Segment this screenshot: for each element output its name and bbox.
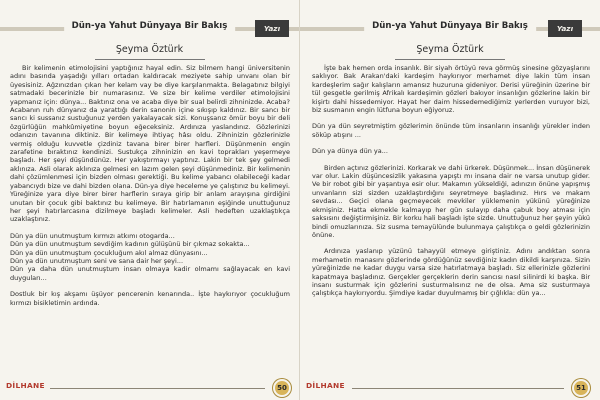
paragraph: İşte bak hemen orda insanlık. Bir siyah örtüyü reva görmüş sinesine gözyaşlarını saklıyor. Bak Arakan'daki kardeşim haykırıyor merhamet diye lakin tüm insan kardeşlerim sağır kalışların amansız huzuruna gideniyor. Derisi yüreğinin üzerine bir tül gesgetle gerilmiş Afrikalı kardeşimin gözleri bakıyor insanlığın gözlerine lakin bir kişirtı dahi hissedemiyor. Hayat her daim hissedemediğimiz yerlerden vuruyor bizi, biz susmanın engin lütfuna boyun eğiyoruz. [312, 64, 590, 115]
footer-rule [50, 388, 265, 389]
paragraph: Dün ya dün unutmuştum seni ve sana dair her şeyi... [10, 256, 184, 265]
article-body [312, 64, 590, 306]
section-tag: Yazı [548, 20, 582, 37]
dilhane-logo: DİLHANE [306, 381, 345, 390]
paragraph: Dün ya daha dün unutmuştum insan olmaya kadir olmamı sağlayacak en kavi duyguları... [10, 265, 290, 282]
page-footer [0, 380, 299, 396]
paragraph: Dün ya dün seyretmiştim gözlerimin önünde tüm insanların insanlığı yürekler inden söküp atışını ... [312, 122, 590, 139]
author-name: Şeyma Öztürk [115, 44, 184, 55]
page-footer [300, 380, 600, 396]
dilhane-logo: DİLHANE [6, 381, 45, 390]
page-number: 50 [273, 379, 291, 397]
article-title: Dün-ya Yahut Dünyaya Bir Bakış [64, 18, 236, 34]
paragraph: Dün ya dün unutmuştum sevdiğim kadının gülüşünü bir çıkmaz sokakta... [10, 240, 250, 249]
paragraph: Birden açtınız gözlerinizi. Korkarak ve dahi ürkerek. Düşünmek... İnsan düşünerek var olur. Lakin düşüncesizlik yakasına yapıştı mı insana dair ne varsa unutup gider. Ve bir robot gibi bir yaşantıya esir olur. Makamın yükseldiği, adınızın önüne yapışmış unvanların sizi sizden uzaklaştırdığını seyretmeye başladınız. Hırs ve makam sevdası... Geçici olana geçmeyecek mevkiler yüklemenin yükünü yüreğinize ekmişiniz. Hatta ekmekle kalmayıp her gün sulayıp daha çabuk boy atması için saksısını değiştirmişiniz. Bir korku hali başladı işte sizde. Unuttuğunuz her şeyin yükü bindi omuzlarınıza. Siz susma temayülünde bulunmaya çalıştıkça o geldi gözlerinizin önüne. [312, 163, 590, 239]
author-name: Şeyma Öztürk [416, 44, 484, 55]
paragraph: Dün ya dün unutmuştum kırmızı atkımı otogarda... [10, 231, 175, 240]
paragraph: Dün ya dünya dün ya... [312, 147, 388, 156]
paragraph: Bir kelimenin etimolojisini yaptığınız hayal edin. Siz bilmem hangi üniversitenin adını basında yaşadığı yılları ortadan kaldıracak meziyete sahip unvanı olan bir üyesisiniz. Ağzınızdan çıkan her kelam vay be diye karşılanmakta. Belagatınız bilgiyi satmadaki becerinizle bir numarasınız. Ve size bir kelime verdiler etimolojisini yapmanız için: dünya... Baktınız ona ve acaba diye bir sual belirdi zihninizde. Acaba? Acabanın ruh dünyanız da yarattığı derin sanonin içine sıkışıp kaldınız. Bir sancı bir sancı ki sussanız sustuğunuz yerden yakalayacak sizi. Konuşsanız ömür boyu bir deli özgürlüğün mahkûmiyetine boyun eğeceksiniz. Ardınıza yaslandınız. Gözlerinizi odanızın tavanına diktiniz. Bir kelimeye ihtiyaç hâsı oldu. Zihninizin gözlerinizle vermiş olduğu kuvvetle çizdiniz tavana birer birer harfleri. Düşünmenin engin zarafetine bıraktınız kendinizi. Sustukça zihninizin en kavi toprakları yeşermeye başladı. Her şeyi düşündünüz. Her yakıştırmayı yaptınız. Lakin bir tek şey gelmedi aklınıza. Asli olarak aklınıza gelmesi en lazım gelen şeyi düşünmediniz. Bir kelimenin dahi çözümlenmesi için bizden olması gerektiği. Bu kelime yabancı olabileceği kadar yabancıydı bize ve dahi bizden olana. Dün-ya diye heceleme ye çalıştınız bu kelimeyi. Yüreğinize yara diye birer birer harflerin sıraya girip bir anlam arayışına girdiğini unutan bir çocuk gibi baktınız bu kelimeye. Bir hatırlamanın eşiğinde unuttuğunuz her şeyi hatırlarcasına dizilmeye başladı kelimeler. Asli hedeften uzaklaştıkça uzaklaştınız. [10, 64, 290, 224]
right-page [300, 0, 600, 400]
author-underline [95, 59, 205, 60]
article-title: Dün-ya Yahut Dünyaya Bir Bakış [364, 18, 536, 34]
footer-rule [352, 388, 564, 389]
paragraph: Dostluk bir kış akşamı üşüyor pencerenin kenarında.. İşte haykırıyor çocukluğum kırmızı bisikletimin ardında. [10, 290, 290, 307]
page-number: 51 [572, 379, 590, 397]
section-tag: Yazı [255, 20, 289, 37]
page-header [0, 18, 299, 40]
article-body [10, 64, 290, 315]
author-underline [395, 59, 505, 60]
paragraph: Dün ya dün unutmuştum çocukluğum akıl almaz dünyasını... [10, 248, 208, 257]
page-header [300, 18, 600, 40]
paragraph: Ardınıza yaslanıp yüzünü tahayyül etmeye giriştiniz. Adını andıktan sonra merhametin manasını gözlerinde gördüğünüz sevdiğiniz kadın dikildi karşınıza. Sizin yüreğinizde ne kadar duygu varsa size hatırlatmaya başladı. Siz ellerinizle gözlerini kapatmaya başladınız. Gerçekler gerçeklerin derin sancısı nasıl silinirdi ki başka. Bir insanı susturmak için gözlerini susturmalısınız ne de olsa. Ama siz susturmaya çalıştıkça haykırıyordu. Şimdiye kadar duyulmamış bir çığlıkla: dün ya... [312, 247, 590, 298]
